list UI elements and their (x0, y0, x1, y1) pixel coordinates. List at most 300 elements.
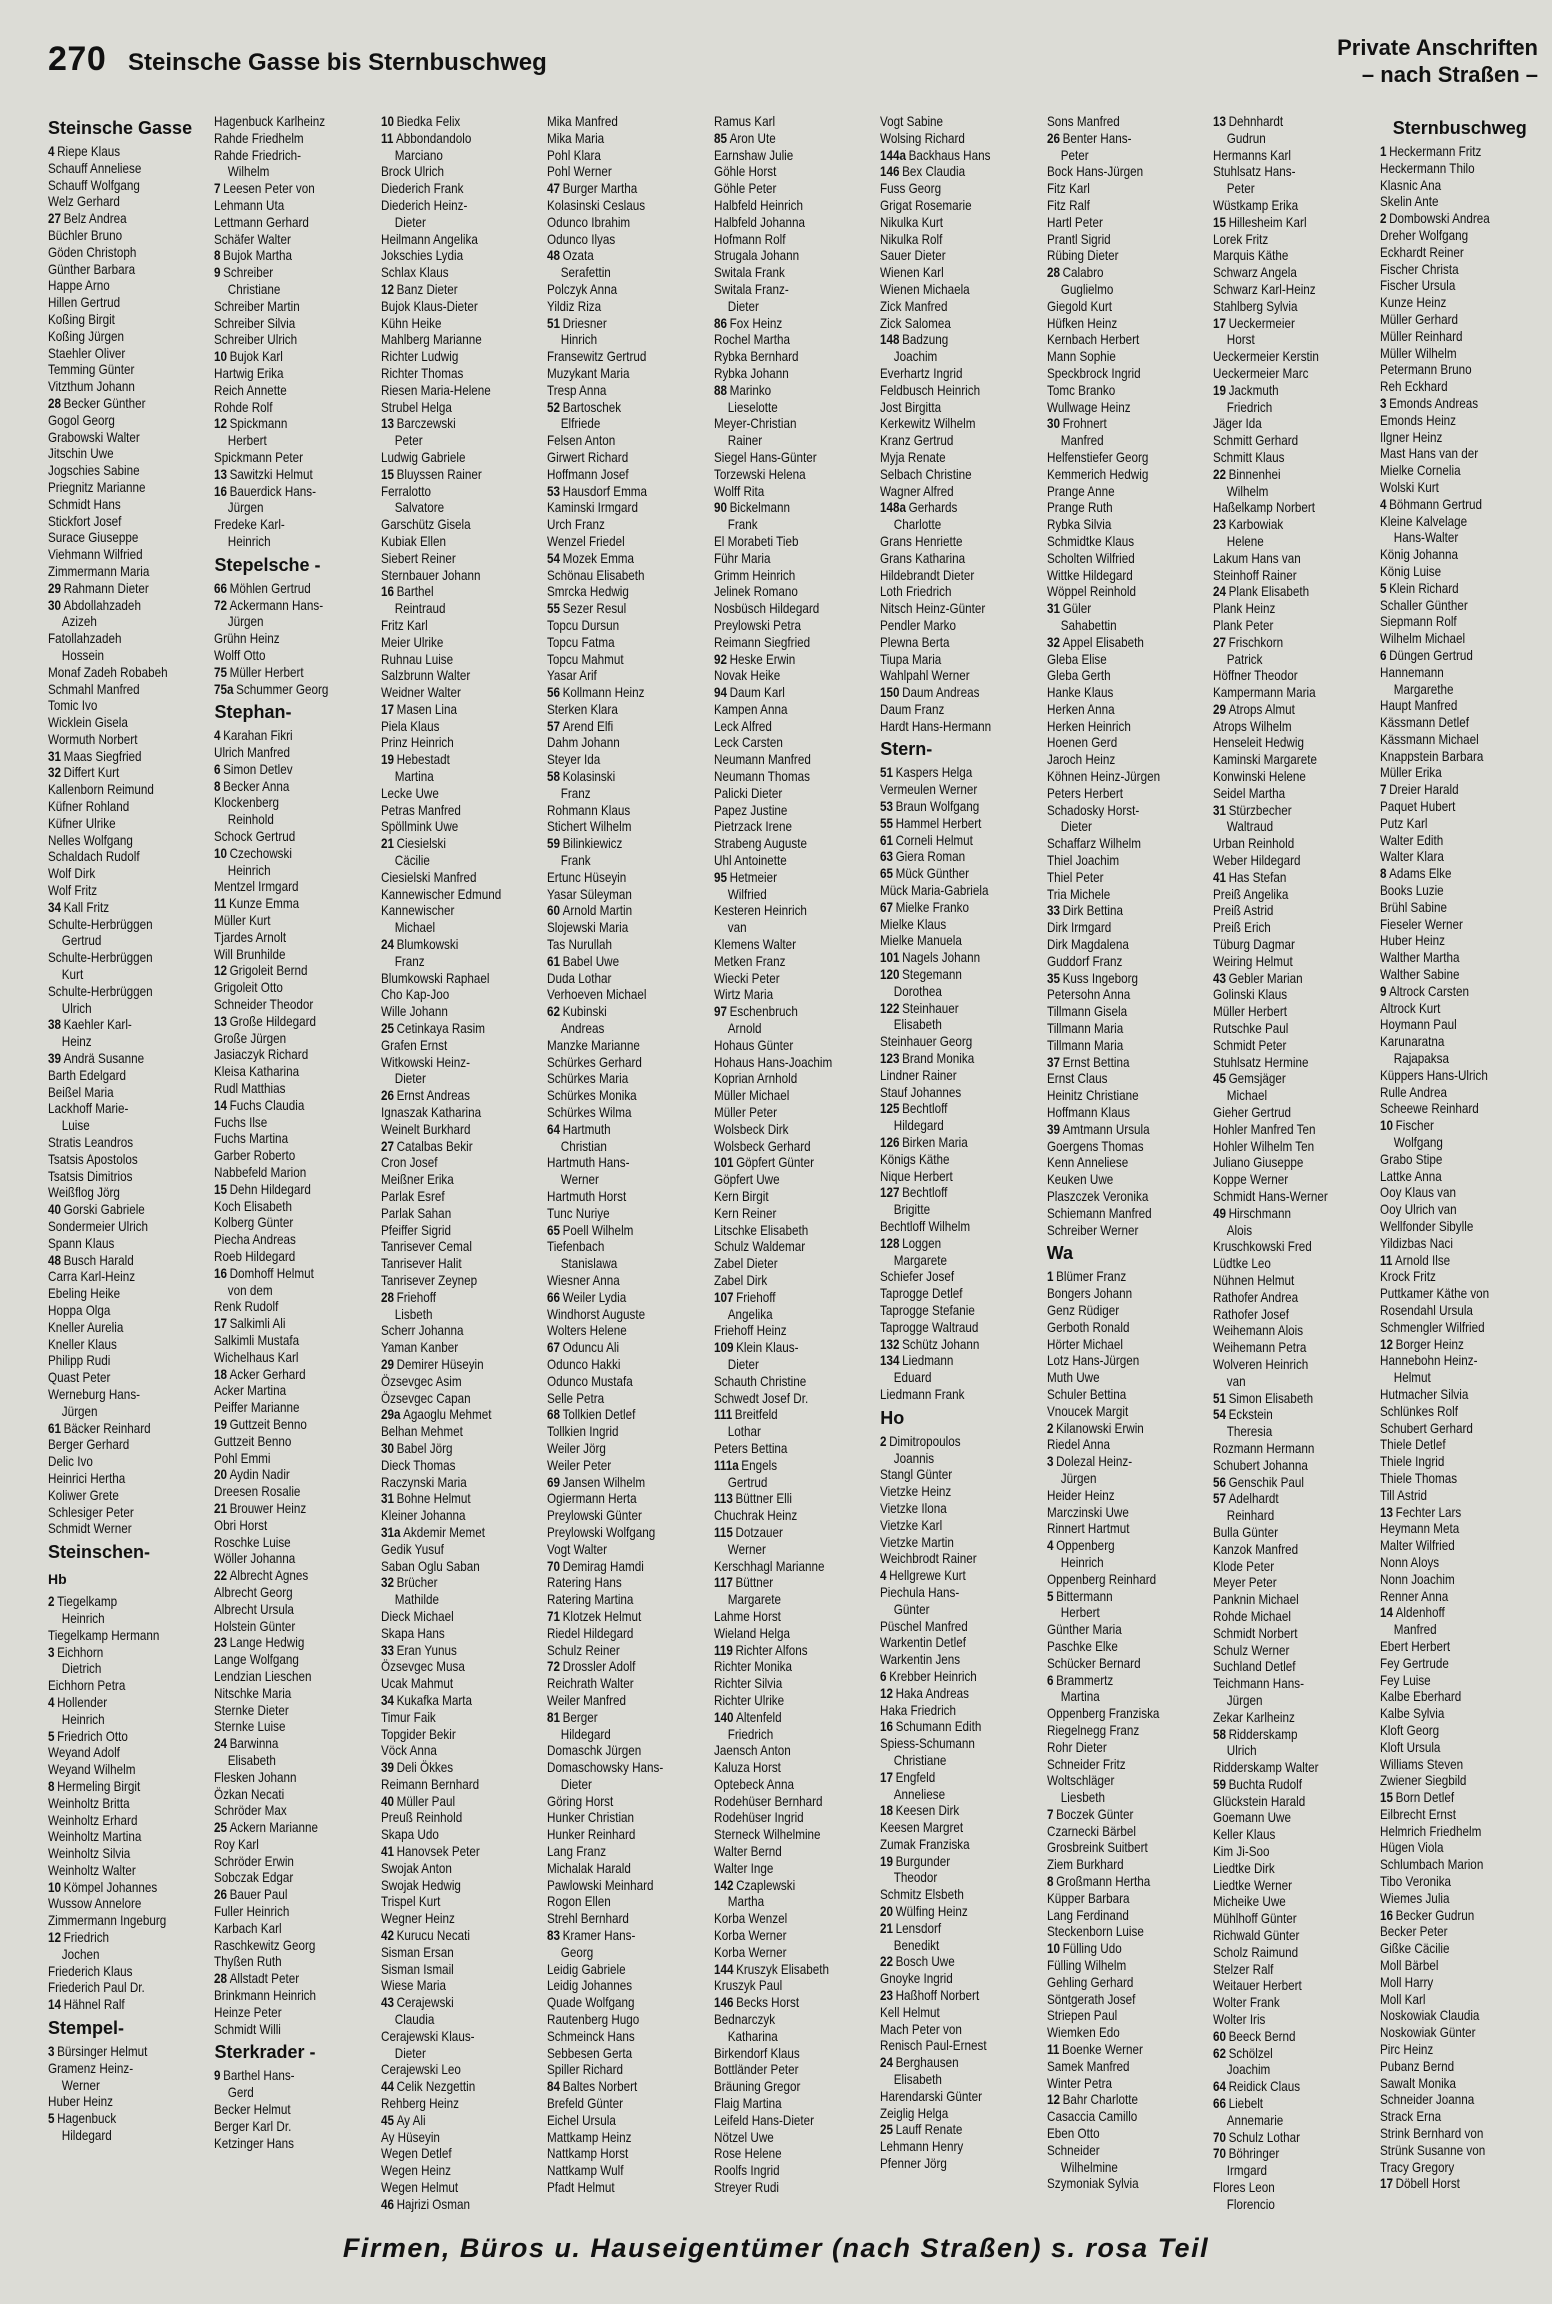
resident-name: Parlak Sahan (380, 1205, 452, 1221)
resident-name: Tracy Gregory (1379, 2159, 1454, 2175)
resident-name: Gnoyke Ingrid (880, 1971, 954, 1987)
resident-name: Martha (727, 1894, 764, 1910)
directory-entry (1380, 1404, 1540, 1421)
directory-entry (1047, 870, 1207, 887)
directory-entry (880, 1219, 1040, 1236)
resident-name: von dem (228, 1282, 274, 1298)
resident-name: Blumkowski (396, 937, 459, 953)
resident-name: Cho Kap-Joo (380, 987, 450, 1003)
resident-name: Adams Elke (1388, 866, 1452, 882)
resident-name: Yaman Kanber (380, 1340, 459, 1356)
resident-name: Schiemann Manfred (1046, 1205, 1152, 1221)
resident-name: Eduard (893, 1370, 932, 1386)
directory-entry (1213, 248, 1373, 265)
house-number: 2 (880, 1433, 887, 1449)
entry-continuation (1213, 2197, 1373, 2212)
directory-entry (48, 1645, 208, 1662)
resident-name: Jürgen (228, 500, 264, 516)
directory-entry (214, 1770, 374, 1787)
resident-name: Dieter (394, 1071, 426, 1087)
resident-name: Reichrath Walter (547, 1676, 634, 1692)
directory-entry (1213, 584, 1373, 601)
directory-entry (880, 652, 1040, 669)
resident-name: Mielke Cornelia (1379, 463, 1461, 479)
resident-name: Eran Yunus (396, 1642, 457, 1658)
resident-name: Friedrich (727, 1726, 773, 1742)
directory-entry (48, 446, 208, 463)
directory-entry (381, 1995, 541, 2012)
resident-name: Hohaus Hans-Joachim (713, 1054, 833, 1070)
directory-entry (880, 1501, 1040, 1518)
resident-name: Barthel Hans- (223, 2068, 295, 2084)
directory-entry (48, 1594, 208, 1611)
resident-name: Wilfried (727, 886, 767, 902)
house-number: 67 (880, 899, 894, 915)
directory-entry (1380, 799, 1540, 816)
resident-name: Christian (561, 1138, 608, 1154)
directory-entry (880, 1585, 1040, 1602)
directory-entry (1047, 1521, 1207, 1538)
directory-entry (880, 1686, 1040, 1703)
resident-name: Berger (562, 1709, 599, 1725)
entry-continuation (381, 601, 541, 618)
directory-entry (1380, 1303, 1540, 1320)
directory-entry (1213, 450, 1373, 467)
resident-name: Cerajewski Leo (380, 2062, 461, 2078)
house-number: 24 (214, 1736, 228, 1752)
directory-entry (381, 1458, 541, 1475)
directory-entry (1047, 685, 1207, 702)
resident-name: Liedtke Dirk (1213, 1860, 1275, 1876)
directory-entry (880, 484, 1040, 501)
resident-name: Oppenberg Reinhard (1046, 1571, 1156, 1587)
house-number: 65 (547, 1222, 561, 1238)
directory-entry (547, 803, 707, 820)
resident-name: Brouwer Heinz (230, 1500, 307, 1516)
directory-entry (714, 853, 874, 870)
resident-name: Bednarczyk (713, 2012, 775, 2028)
directory-entry (381, 971, 541, 988)
resident-name: Leesen Peter von (223, 181, 316, 197)
directory-entry (381, 652, 541, 669)
directory-entry (880, 1619, 1040, 1636)
directory-entry (1047, 1286, 1207, 1303)
resident-name: Weiring Helmut (1213, 953, 1293, 969)
directory-entry (880, 164, 1040, 181)
directory-entry (381, 1626, 541, 1643)
resident-name: Hagenbuck Karlheinz (214, 114, 326, 129)
resident-name: Piechula Hans- (880, 1584, 960, 1600)
directory-entry (48, 849, 208, 866)
directory-entry (1213, 1760, 1373, 1777)
resident-name: Fischer (1395, 1118, 1434, 1134)
resident-name: Jaroch Heinz (1046, 752, 1115, 768)
directory-entry (714, 265, 874, 282)
resident-name: Ebert Herbert (1379, 1638, 1450, 1654)
resident-name: Weiler Jörg (547, 1440, 607, 1456)
directory-entry (214, 467, 374, 484)
directory-entry (48, 631, 208, 648)
directory-entry (547, 1978, 707, 1995)
house-number: 43 (380, 1995, 394, 2011)
directory-entry (381, 887, 541, 904)
resident-name: Birken Maria (902, 1135, 968, 1151)
resident-name: Spickmann Peter (214, 449, 304, 465)
directory-entry (714, 1004, 874, 1021)
entry-continuation (381, 500, 541, 517)
resident-name: Schock Gertrud (214, 829, 296, 845)
directory-entry (1213, 668, 1373, 685)
directory-entry (214, 980, 374, 997)
resident-name: Allstadt Peter (230, 1971, 300, 1987)
house-number: 8 (214, 248, 221, 264)
resident-name: Michalak Harald (547, 1860, 632, 1876)
resident-name: Stuhlsatz Hans- (1213, 164, 1296, 180)
entry-continuation (381, 1307, 541, 1324)
resident-name: Kannewischer (380, 903, 455, 919)
directory-entry (880, 685, 1040, 702)
house-number: 43 (1213, 970, 1227, 986)
directory-entry (1380, 1605, 1540, 1622)
resident-name: Hörter Michael (1046, 1336, 1123, 1352)
directory-entry (1380, 2109, 1540, 2126)
directory-entry (381, 248, 541, 265)
resident-name: Barwinna (230, 1736, 279, 1752)
directory-entry (714, 1861, 874, 1878)
directory-entry (547, 635, 707, 652)
directory-entry (547, 920, 707, 937)
directory-entry (48, 312, 208, 329)
directory-entry (1047, 2008, 1207, 2025)
directory-entry (547, 1575, 707, 1592)
directory-entry (214, 1535, 374, 1552)
directory-entry (1213, 618, 1373, 635)
entry-continuation (1047, 618, 1207, 635)
resident-name: Wöppel Reinhold (1046, 584, 1136, 600)
directory-entry (1380, 1471, 1540, 1488)
resident-name: Ackermann Hans- (230, 597, 324, 613)
resident-name: Mühlhoff Günter (1213, 1911, 1297, 1927)
resident-name: Bock Hans-Jürgen (1046, 164, 1143, 180)
directory-entry (1047, 937, 1207, 954)
resident-name: Göhle Peter (713, 181, 777, 197)
resident-name: Friehoff (735, 1289, 776, 1305)
resident-name: Nique Herbert (880, 1168, 953, 1184)
resident-name: Rathofer Josef (1213, 1306, 1290, 1322)
resident-name: Dreier Harald (1388, 782, 1459, 798)
directory-entry (880, 1303, 1040, 1320)
house-number: 4 (1379, 496, 1387, 512)
entry-continuation (714, 1894, 874, 1911)
resident-name: Gogol Georg (48, 412, 115, 428)
directory-entry (214, 349, 374, 366)
directory-entry (880, 917, 1040, 934)
entry-continuation (1047, 1555, 1207, 1572)
directory-entry (1047, 467, 1207, 484)
directory-entry (214, 450, 374, 467)
entry-continuation (1213, 400, 1373, 417)
directory-entry (714, 1155, 874, 1172)
resident-name: Helmrich Friedhelm (1379, 1823, 1481, 1839)
street-heading: Ho (880, 1407, 905, 1428)
resident-name: Bohne Helmut (396, 1491, 471, 1507)
resident-name: Heinrich (228, 533, 272, 549)
directory-entry (1380, 1689, 1540, 1706)
directory-entry (381, 1928, 541, 1945)
resident-name: Sondermeier Ulrich (48, 1219, 149, 1234)
directory-entry (547, 1710, 707, 1727)
directory-entry (214, 1081, 374, 1098)
directory-entry (1380, 1286, 1540, 1303)
directory-entry (214, 997, 374, 1014)
resident-name: Henseleit Hedwig (1213, 735, 1305, 751)
directory-entry (1047, 1857, 1207, 1874)
house-number: 52 (547, 399, 561, 415)
directory-entry (1213, 635, 1373, 652)
directory-entry (1047, 1055, 1207, 1072)
entry-continuation (1047, 282, 1207, 299)
resident-name: Ferralotto (380, 483, 431, 499)
directory-entry (547, 702, 707, 719)
resident-name: Hannemann (1379, 664, 1444, 680)
resident-name: Becker Peter (1379, 1924, 1448, 1940)
resident-name: Ramus Karl (713, 114, 775, 129)
house-number: 51 (1213, 1390, 1227, 1406)
resident-name: Weihemann Petra (1213, 1340, 1307, 1356)
directory-entry (214, 400, 374, 417)
house-number: 17 (214, 1316, 228, 1332)
directory-entry (1047, 568, 1207, 585)
resident-name: Hausdorf Emma (562, 483, 648, 499)
entry-continuation (880, 1118, 1040, 1135)
entry-continuation (1380, 1051, 1540, 1068)
directory-entry (381, 1340, 541, 1357)
resident-name: Göpfert Uwe (713, 1172, 780, 1188)
directory-entry (547, 131, 707, 148)
directory-entry (880, 1051, 1040, 1068)
directory-entry (1380, 178, 1540, 195)
directory-column (547, 114, 707, 2212)
entry-continuation (880, 1602, 1040, 1619)
directory-entry (1380, 1437, 1540, 1454)
directory-entry (1213, 836, 1373, 853)
resident-name: Kässmann Detlef (1379, 715, 1469, 731)
house-number: 14 (1379, 1605, 1393, 1621)
resident-name: Kall Fritz (63, 899, 110, 915)
resident-name: Backhaus Hans (908, 147, 991, 163)
resident-name: Weiler Peter (547, 1457, 612, 1473)
directory-entry (1380, 1941, 1540, 1958)
resident-name: Weidner Walter (380, 685, 461, 701)
resident-name: Schummer Georg (236, 681, 329, 697)
directory-entry (1213, 937, 1373, 954)
resident-name: Mentzel Irmgard (214, 879, 299, 895)
directory-entry (1380, 1924, 1540, 1941)
house-number: 24 (880, 2055, 894, 2071)
resident-name: Weyand Wilhelm (48, 1762, 136, 1778)
entry-continuation (1047, 1790, 1207, 1807)
directory-entry (48, 598, 208, 615)
resident-name: Tanrisever Cemal (380, 1239, 472, 1255)
entry-continuation (714, 1592, 874, 1609)
resident-name: Wüstkamp Erika (1213, 197, 1299, 213)
directory-entry (1047, 702, 1207, 719)
directory-entry (381, 635, 541, 652)
resident-name: Brücher (396, 1575, 438, 1591)
resident-name: Leidig Gabriele (547, 1961, 626, 1977)
directory-entry (48, 1337, 208, 1354)
directory-entry (48, 413, 208, 430)
directory-entry (381, 752, 541, 769)
house-number: 117 (713, 1575, 733, 1591)
resident-name: Warkentin Detlef (880, 1635, 967, 1651)
resident-name: Hartl Peter (1046, 214, 1103, 230)
directory-entry (214, 1837, 374, 1854)
directory-entry (214, 1131, 374, 1148)
house-number: 61 (880, 832, 894, 848)
resident-name: Zabel Dieter (713, 1256, 778, 1272)
directory-entry (381, 1004, 541, 1021)
house-number: 111a (713, 1457, 739, 1473)
house-number: 25 (214, 1820, 228, 1836)
entry-continuation (714, 1727, 874, 1744)
directory-entry (214, 829, 374, 846)
directory-entry (48, 1829, 208, 1846)
directory-entry (1380, 1488, 1540, 1505)
directory-entry (547, 1038, 707, 1055)
resident-name: Püschel Manfred (880, 1618, 968, 1634)
house-number: 24 (1213, 584, 1227, 600)
house-number: 47 (547, 181, 561, 197)
resident-name: Surace Giuseppe (48, 530, 139, 546)
resident-name: Brock Ulrich (380, 164, 444, 180)
directory-entry (1047, 1404, 1207, 1421)
directory-entry (547, 2163, 707, 2180)
resident-name: Saban Oglu Saban (380, 1558, 480, 1574)
directory-entry (381, 1038, 541, 1055)
resident-name: Dreesen Rosalie (214, 1484, 301, 1500)
house-number: 40 (48, 1202, 62, 1218)
resident-name: Heckermann Thilo (1379, 160, 1475, 176)
directory-entry (1380, 933, 1540, 950)
resident-name: Fatollahzadeh (48, 631, 122, 647)
resident-name: Rainer (727, 433, 762, 449)
directory-entry (214, 1249, 374, 1266)
directory-entry (214, 913, 374, 930)
resident-name: Schürkes Gerhard (547, 1054, 643, 1070)
resident-name: Brinkmann Heinrich (214, 1988, 317, 2004)
directory-entry (48, 782, 208, 799)
resident-name: Happe Arno (48, 278, 110, 294)
footer-note: Firmen, Büros u. Hauseigentümer (nach Straßen) s. rosa Teil (342, 2233, 1210, 2263)
directory-entry (381, 198, 541, 215)
resident-name: Poell Wilhelm (562, 1222, 634, 1238)
directory-entry (1213, 1794, 1373, 1811)
house-number: 1 (1046, 1269, 1054, 1285)
resident-name: Barczewski (396, 416, 456, 432)
resident-name: Ketzinger Hans (214, 2135, 295, 2151)
resident-name: Dahm Johann (547, 735, 621, 751)
resident-name: Scholz Raimund (1213, 1944, 1299, 1960)
directory-entry (1213, 1055, 1373, 1072)
resident-name: Grimm Heinrich (713, 567, 795, 583)
resident-name: Strubel Helga (380, 399, 452, 415)
house-number: 28 (48, 395, 62, 411)
directory-entry (381, 702, 541, 719)
directory-entry (714, 2062, 874, 2079)
resident-name: Golinski Klaus (1213, 987, 1288, 1003)
directory-entry (1047, 2092, 1207, 2109)
resident-name: Manfred (1060, 433, 1104, 449)
house-number: 32 (48, 765, 62, 781)
directory-entry (1213, 803, 1373, 820)
entry-continuation (714, 887, 874, 904)
resident-name: Küpper Barbara (1046, 1890, 1130, 1906)
directory-entry (214, 232, 374, 249)
resident-name: Ratering Hans (547, 1575, 623, 1591)
resident-name: Brigitte (893, 1202, 931, 1218)
resident-name: Büttner Elli (735, 1491, 792, 1507)
directory-entry (48, 1353, 208, 1370)
directory-entry (381, 1794, 541, 1811)
resident-name: Biedka Felix (396, 114, 461, 129)
resident-name: Roeb Hildegard (214, 1249, 296, 1264)
resident-name: Witkowski Heinz- (380, 1054, 470, 1070)
directory-entry (1047, 1155, 1207, 1172)
resident-name: Hartmuth Horst (547, 1189, 627, 1204)
directory-entry (214, 1266, 374, 1283)
entry-continuation (1380, 530, 1540, 547)
entry-continuation (714, 1475, 874, 1492)
resident-name: Rosendahl Ursula (1379, 1302, 1473, 1318)
resident-name: Wolter Iris (1213, 2012, 1266, 2028)
resident-name: Yasar Arif (547, 668, 598, 684)
resident-name: Fischer Ursula (1379, 278, 1455, 294)
directory-entry (1047, 2025, 1207, 2042)
directory-entry (48, 866, 208, 883)
resident-name: Raczynski Maria (380, 1474, 467, 1490)
entry-continuation (547, 1256, 707, 1273)
resident-name: Koch Elisabeth (214, 1198, 293, 1214)
directory-entry (714, 618, 874, 635)
house-number: 8 (214, 778, 221, 794)
house-number: 92 (713, 651, 727, 667)
house-number: 88 (713, 382, 727, 398)
directory-entry (1213, 1004, 1373, 1021)
resident-name: Hofmann Rolf (713, 231, 786, 247)
resident-name: Pfeiffer Sigrid (380, 1222, 451, 1238)
resident-name: Pfadt Helmut (547, 2180, 615, 2196)
directory-entry (381, 668, 541, 685)
entry-continuation (214, 863, 374, 880)
directory-entry (1213, 416, 1373, 433)
house-number: 19 (380, 752, 394, 768)
house-number: 25 (880, 2122, 894, 2138)
directory-entry (1380, 1958, 1540, 1975)
resident-name: Fitz Ralf (1046, 197, 1090, 213)
house-number: 69 (547, 1474, 561, 1490)
directory-entry (547, 215, 707, 232)
resident-name: Daum Karl (729, 685, 785, 701)
resident-name: Badzung (902, 332, 949, 348)
directory-entry (214, 316, 374, 333)
house-number: 39 (48, 1051, 62, 1067)
resident-name: Roschke Luise (214, 1534, 292, 1550)
directory-entry (1213, 1727, 1373, 1744)
directory-entry (547, 484, 707, 501)
directory-entry (1380, 564, 1540, 581)
resident-name: Mann Sophie (1046, 349, 1116, 365)
